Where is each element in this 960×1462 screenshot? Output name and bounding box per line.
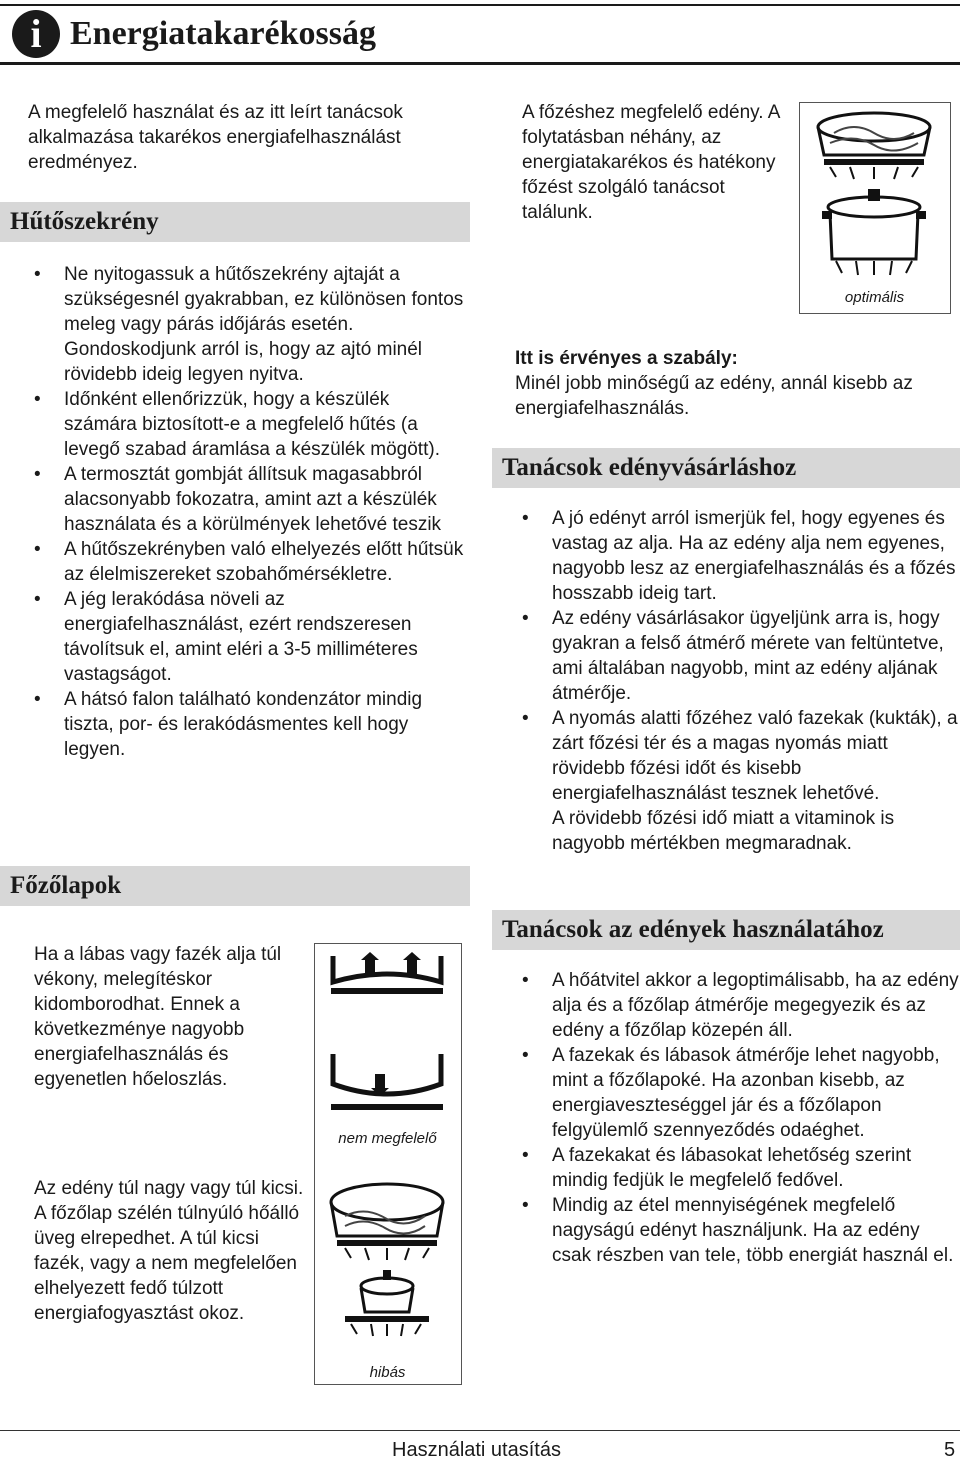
list-item: • Mindig az étel mennyiségének megfelelő nagyságú edényt használjunk. Ha az edény csak részben van tele, több energiát használ el. — [522, 1195, 954, 1266]
page-title: Energiatakarékosság — [70, 15, 376, 52]
hobs-thin-bottom-text: Ha a lábas vagy fazék alja túl vékony, melegítéskor kidomborodhat. Ennek a következménye nagyobb energiafelhasználás és egyenetlen hőeloszlás. — [34, 944, 282, 1090]
list-item: • A termosztát gombját állítsuk magasabbról alacsonyabb fokozatra, amint azt a készülék használata és a körülmények lehetővé teszik — [34, 464, 442, 535]
list-item: • A fazekakat és lábasokat lehetőség szerint mindig fedjük le megfelelő fedővel. — [522, 1145, 912, 1191]
list-item: • Ne nyitogassuk a hűtőszekrény ajtaját a szükségesnél gyakrabban, ez különösen fontos meleg vagy párás időjárás esetén. Gondoskodjunk arról is, hogy az ajtó minél rövidebb ideig legyen nyitva. — [34, 264, 464, 385]
hobs-size-text: Az edény túl nagy vagy túl kicsi. A főzőlap szélén túlnyúló hőálló üveg elrepedhet. A túl kicsi fazék, vagy a nem megfelelően elhelyezett fedő túlzott energiafogyasztást okoz. — [34, 1178, 304, 1324]
footer-rule — [0, 1430, 960, 1431]
oversized-pot-icon — [315, 1166, 460, 1366]
list-item: A rövidebb főzési idő miatt a vitaminok is nagyobb mértékben megmaradnak. — [552, 808, 895, 854]
section-heading-hobs: Főzőlapok — [0, 866, 470, 906]
list-item: • A hátsó falon található kondenzátor mindig tiszta, por- és lerakódásmentes kell hogy legyen. — [34, 689, 423, 760]
cookware-illustration-bad — [314, 943, 462, 1385]
list-item: • A fazekak és lábasok átmérője lehet nagyobb, mint a főzőlapoké. Ha azonban kisebb, az energiaveszteséggel jár és a főzőlapon felgyülemlő szennyeződés odaéghet. — [522, 1045, 940, 1141]
footer-label: Használati utasítás — [392, 1439, 561, 1461]
caption-wrong: hibás — [369, 1364, 406, 1381]
cookware-intro-text: A főzéshez megfelelő edény. A folytatásban néhány, az energiatakarékos és hatékony főzést szolgáló tanácsot találunk. — [522, 102, 780, 223]
list-item: • A jó edényt arról ismerjük fel, hogy egyenes és vastag az alja. Ha az edény alja nem egyenes, nagyobb lesz az energiafelhasználás és a főzés hosszabb ideig tart. — [522, 508, 956, 604]
cookware-illustration-optimal — [799, 102, 951, 314]
list-item: • A nyomás alatti főzéhez való fazekak (kukták), a zárt főzési tér és a magas nyomás miatt rövidebb főzési időt és kisebb energiafelhasználást tesznek lehetővé. — [522, 708, 958, 804]
intro-text: A megfelelő használat és az itt leírt tanácsok alkalmazása takarékos energiafelhasználást eredményez. — [28, 102, 403, 173]
title-underline — [0, 62, 960, 65]
section-heading-buying: Tanácsok edényvásárláshoz — [492, 448, 960, 488]
usage-tips-list — [516, 968, 960, 1268]
list-item: • Az edény vásárlásakor ügyeljünk arra is, hogy gyakran a felső átmérő mérete van feltüntetve, ami általában nagyobb, mint az edény aljának átmérője. — [522, 608, 944, 704]
optimal-pot-icon — [800, 103, 949, 283]
section-heading-usage: Tanácsok az edények használatához — [492, 910, 960, 950]
warped-pot-icon — [315, 944, 460, 1144]
page-number: 5 — [944, 1439, 956, 1461]
rule-text: Minél jobb minőségű az edény, annál kisebb az energiafelhasználás. — [515, 373, 913, 419]
list-item: • Időnként ellenőrizzük, hogy a készülék számára biztosított-e a megfelelő hűtés (a levegő szabad áramlása a készülék mögött). — [34, 389, 440, 460]
fridge-tips-list — [28, 262, 464, 762]
info-icon: i — [12, 10, 60, 58]
buying-tips-list — [516, 506, 960, 856]
top-rule — [0, 4, 960, 6]
list-item: • A jég lerakódása növeli az energiafelhasználást, ezért rendszeresen távolítsuk el, amint eléri a 3-5 milliméteres vastagságot. — [34, 589, 418, 685]
list-item: • A hűtőszekrényben való elhelyezés előtt hűtsük az élelmiszereket szobahőmérsékletre. — [34, 539, 464, 585]
caption-bad: nem megfelelő — [338, 1130, 437, 1147]
caption-optimal: optimális — [844, 289, 905, 306]
rule-title: Itt is érvényes a szabály: — [515, 348, 738, 369]
section-heading-fridge: Hűtőszekrény — [0, 202, 470, 242]
list-item: • A hőátvitel akkor a legoptimálisabb, ha az edény alja és a főzőlap átmérője megegyezik és az edény a főzőlap közepén áll. — [522, 970, 959, 1041]
